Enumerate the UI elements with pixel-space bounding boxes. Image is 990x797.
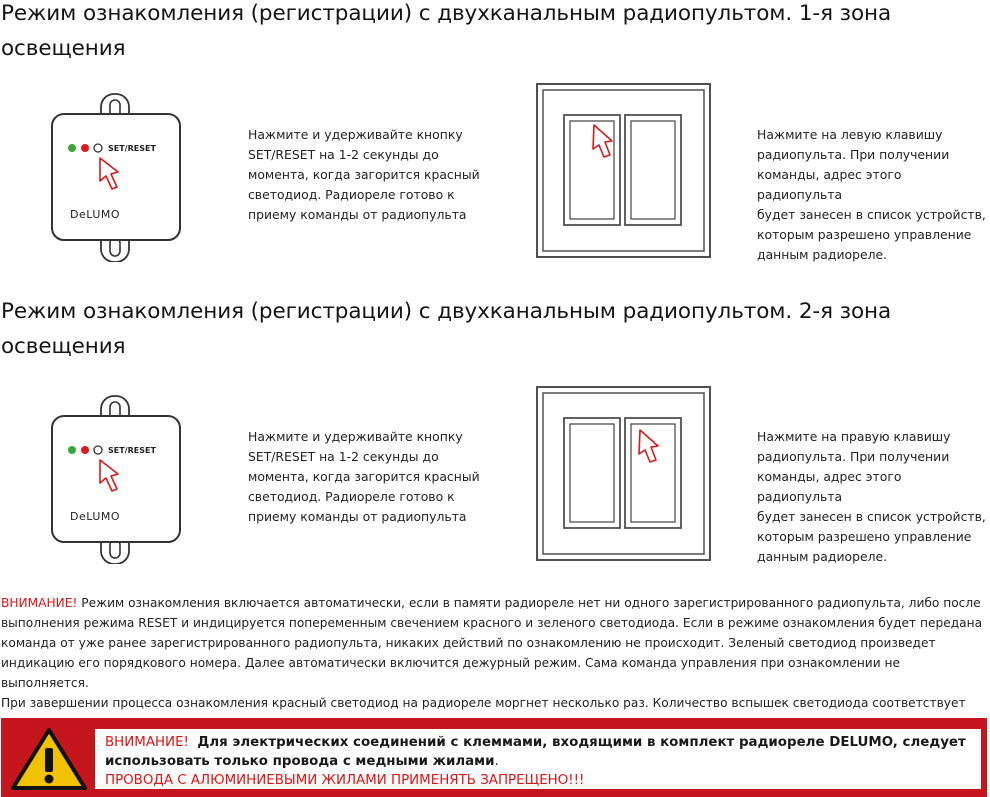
red-led — [81, 446, 89, 454]
green-led — [68, 446, 76, 454]
step1-line: приему команды от радиопульта — [248, 207, 467, 222]
section-title-line2: освещения — [1, 334, 126, 359]
note-line-text: Режим ознакомления включается автоматически, если в памяти радиореле нет ни одного зарегистрированного радиопульта, либо после — [77, 596, 981, 610]
note-line: выполнения режима RESET и индицируется попеременным свечением красного и зеленого светодиода. Если в режиме ознакомления будет передана — [1, 616, 983, 630]
step1-text — [248, 427, 498, 527]
warning-banner — [1, 718, 987, 797]
section-1 — [0, 0, 990, 280]
note-line: При завершении процесса ознакомления красный светодиод на радиореле моргнет несколько раз. Количество вспышек светодиода соответствует — [1, 696, 966, 710]
note-line — [1, 593, 989, 613]
step2-text — [757, 427, 987, 567]
section-title-line1: Режим ознакомления (регистрации) с двухканальным радиопультом. 2-я зона — [1, 299, 892, 324]
section-2 — [0, 294, 990, 584]
warning-label: ВНИМАНИЕ! — [105, 735, 189, 750]
note-label: ВНИМАНИЕ! — [1, 596, 78, 610]
two-key-switch-illustration — [536, 83, 711, 258]
warning-text — [105, 733, 975, 790]
section-title-line1: Режим ознакомления (регистрации) с двухканальным радиопультом. 1-я зона — [1, 1, 892, 26]
step2-line: данным радиореле. — [757, 549, 888, 564]
warning-line2 — [105, 752, 975, 771]
step1-line: момента, когда загорится красный — [248, 469, 480, 484]
step2-line: Нажмите на правую клавишу — [757, 429, 951, 444]
step2-line: которым разрешено управление — [757, 227, 972, 242]
step1-line: SET/RESET на 1-2 секунды до — [248, 147, 439, 162]
set-reset-button — [94, 446, 102, 454]
step1-line: светодиод. Радиореле готово к — [248, 489, 455, 504]
brand-logo: DeLUMO — [70, 208, 121, 221]
step1-line: Нажмите и удерживайте кнопку — [248, 127, 463, 142]
note-line: команда от уже ранее зарегистрированного радиопульта, никаких действий по ознакомлению не происходит. Зеленый светодиод произведет — [1, 636, 936, 650]
step2-text — [757, 125, 987, 265]
warning-line1 — [105, 733, 975, 752]
warning-bold-line1: Для электрических соединений с клеммами, входящими в комплект радиореле DELUMO, следует — [197, 735, 966, 750]
step2-line: Нажмите на левую клавишу — [757, 127, 943, 142]
step2-line: которым разрешено управление — [757, 529, 972, 544]
step2-line: будет занесен в список устройств, — [757, 509, 986, 524]
brand-logo: DeLUMO — [70, 510, 121, 523]
step1-line: SET/RESET на 1-2 секунды до — [248, 449, 439, 464]
led-label: SET/RESET — [108, 446, 156, 455]
warning-line2-end: . — [494, 754, 499, 769]
step2-line: команды, адрес этого радиопульта — [757, 469, 902, 504]
step2-line: команды, адрес этого радиопульта — [757, 167, 902, 202]
note-line: индикацию его порядкового номера. Далее автоматически включится дежурный режим. Сама команда управления при ознакомлении не выполняется. — [1, 656, 900, 690]
step1-line: светодиод. Радиореле готово к — [248, 187, 455, 202]
section-title-line2: освещения — [1, 36, 126, 61]
section-title — [1, 0, 891, 66]
warning-triangle-icon — [9, 726, 89, 792]
warning-text-box — [95, 729, 981, 789]
step1-line: момента, когда загорится красный — [248, 167, 480, 182]
step1-text — [248, 125, 498, 225]
step1-line: Нажмите и удерживайте кнопку — [248, 429, 463, 444]
section-title — [1, 294, 891, 364]
warning-line3: ПРОВОДА С АЛЮМИНИЕВЫМИ ЖИЛАМИ ПРИМЕНЯТЬ ЗАПРЕЩЕНО!!! — [105, 773, 585, 788]
step2-line: данным радиореле. — [757, 247, 888, 262]
led-label: SET/RESET — [108, 144, 156, 153]
green-led — [68, 144, 76, 152]
two-key-switch-illustration — [536, 386, 711, 561]
attention-note — [1, 593, 989, 733]
step1-line: приему команды от радиопульта — [248, 509, 467, 524]
relay-device-illustration — [48, 394, 184, 564]
step2-line: будет занесен в список устройств, — [757, 207, 986, 222]
step2-line: радиопульта. При получении — [757, 449, 950, 464]
step2-line: радиопульта. При получении — [757, 147, 950, 162]
red-led — [81, 144, 89, 152]
relay-device-illustration — [48, 92, 184, 262]
set-reset-button — [94, 144, 102, 152]
warning-bold-line2: использовать только провода с медными жилами — [105, 754, 495, 769]
